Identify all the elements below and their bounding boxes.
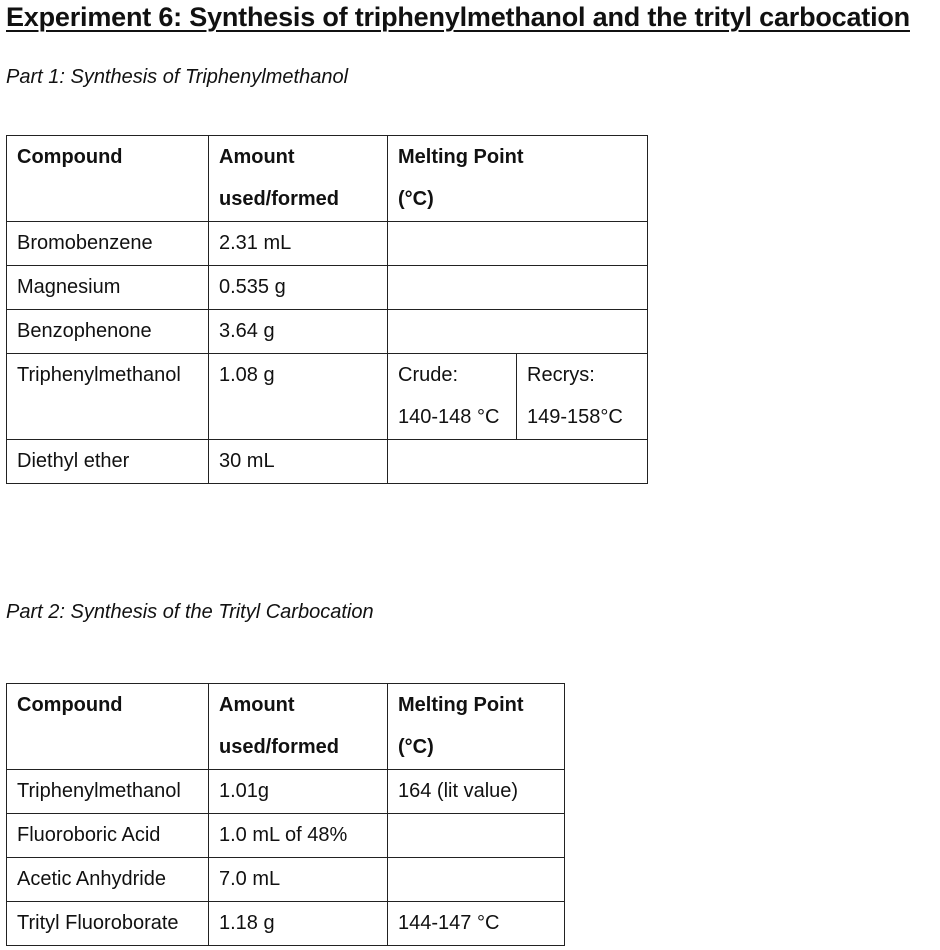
cell-melting-point bbox=[388, 222, 648, 266]
cell-compound: Bromobenzene bbox=[7, 222, 209, 266]
crude-label: Crude: bbox=[398, 364, 459, 386]
cell-compound: Triphenylmethanol bbox=[7, 354, 209, 440]
cell-amount: 2.31 mL bbox=[209, 222, 388, 266]
part1-heading: Part 1: Synthesis of Triphenylmethanol bbox=[6, 66, 349, 88]
cell-compound: Diethyl ether bbox=[7, 440, 209, 484]
header-amount-line2: used/formed bbox=[219, 736, 340, 758]
part2-heading: Part 2: Synthesis of the Trityl Carbocation bbox=[6, 601, 374, 623]
cell-melting-point bbox=[388, 310, 648, 354]
header-amount-line1: Amount bbox=[219, 146, 295, 168]
header-compound: Compound bbox=[7, 136, 209, 222]
header-mp-line1: Melting Point bbox=[398, 146, 524, 168]
recrys-label: Recrys: bbox=[527, 364, 595, 386]
cell-amount: 1.08 g bbox=[209, 354, 388, 440]
header-mp-line2: (°C) bbox=[398, 188, 434, 210]
cell-melting-point bbox=[388, 266, 648, 310]
cell-compound: Fluoroboric Acid bbox=[7, 814, 209, 858]
header-compound: Compound bbox=[7, 684, 209, 770]
cell-amount: 7.0 mL bbox=[209, 858, 388, 902]
table-row bbox=[7, 222, 648, 266]
table-row bbox=[7, 310, 648, 354]
cell-compound: Trityl Fluoroborate bbox=[7, 902, 209, 946]
table-row bbox=[7, 858, 565, 902]
cell-amount: 0.535 g bbox=[209, 266, 388, 310]
header-amount-line2: used/formed bbox=[219, 188, 340, 210]
recrys-value: 149-158°C bbox=[527, 406, 623, 428]
part2-table bbox=[6, 683, 565, 946]
cell-amount: 1.01g bbox=[209, 770, 388, 814]
table-header-row bbox=[7, 684, 565, 770]
cell-melting-point bbox=[388, 440, 648, 484]
header-mp-line1: Melting Point bbox=[398, 694, 524, 716]
document-title: Experiment 6: Synthesis of triphenylmethanol and the trityl carbocation bbox=[6, 2, 910, 32]
cell-mp-crude bbox=[388, 354, 517, 440]
cell-melting-point bbox=[388, 814, 565, 858]
crude-value: 140-148 °C bbox=[398, 406, 500, 428]
cell-amount: 3.64 g bbox=[209, 310, 388, 354]
cell-mp-recrys bbox=[517, 354, 648, 440]
part1-table bbox=[6, 135, 648, 484]
cell-compound: Acetic Anhydride bbox=[7, 858, 209, 902]
cell-compound: Magnesium bbox=[7, 266, 209, 310]
table-header-row bbox=[7, 136, 648, 222]
cell-amount: 1.0 mL of 48% bbox=[209, 814, 388, 858]
header-amount bbox=[209, 684, 388, 770]
header-melting-point bbox=[388, 684, 565, 770]
table-row bbox=[7, 266, 648, 310]
table-row bbox=[7, 814, 565, 858]
cell-amount: 1.18 g bbox=[209, 902, 388, 946]
cell-melting-point bbox=[388, 858, 565, 902]
header-melting-point bbox=[388, 136, 648, 222]
cell-compound: Benzophenone bbox=[7, 310, 209, 354]
table-row bbox=[7, 354, 648, 440]
cell-melting-point: 164 (lit value) bbox=[388, 770, 565, 814]
cell-compound: Triphenylmethanol bbox=[7, 770, 209, 814]
cell-melting-point: 144-147 °C bbox=[388, 902, 565, 946]
table-row bbox=[7, 902, 565, 946]
header-amount bbox=[209, 136, 388, 222]
header-amount-line1: Amount bbox=[219, 694, 295, 716]
cell-amount: 30 mL bbox=[209, 440, 388, 484]
header-mp-line2: (°C) bbox=[398, 736, 434, 758]
table-row bbox=[7, 440, 648, 484]
table-row bbox=[7, 770, 565, 814]
